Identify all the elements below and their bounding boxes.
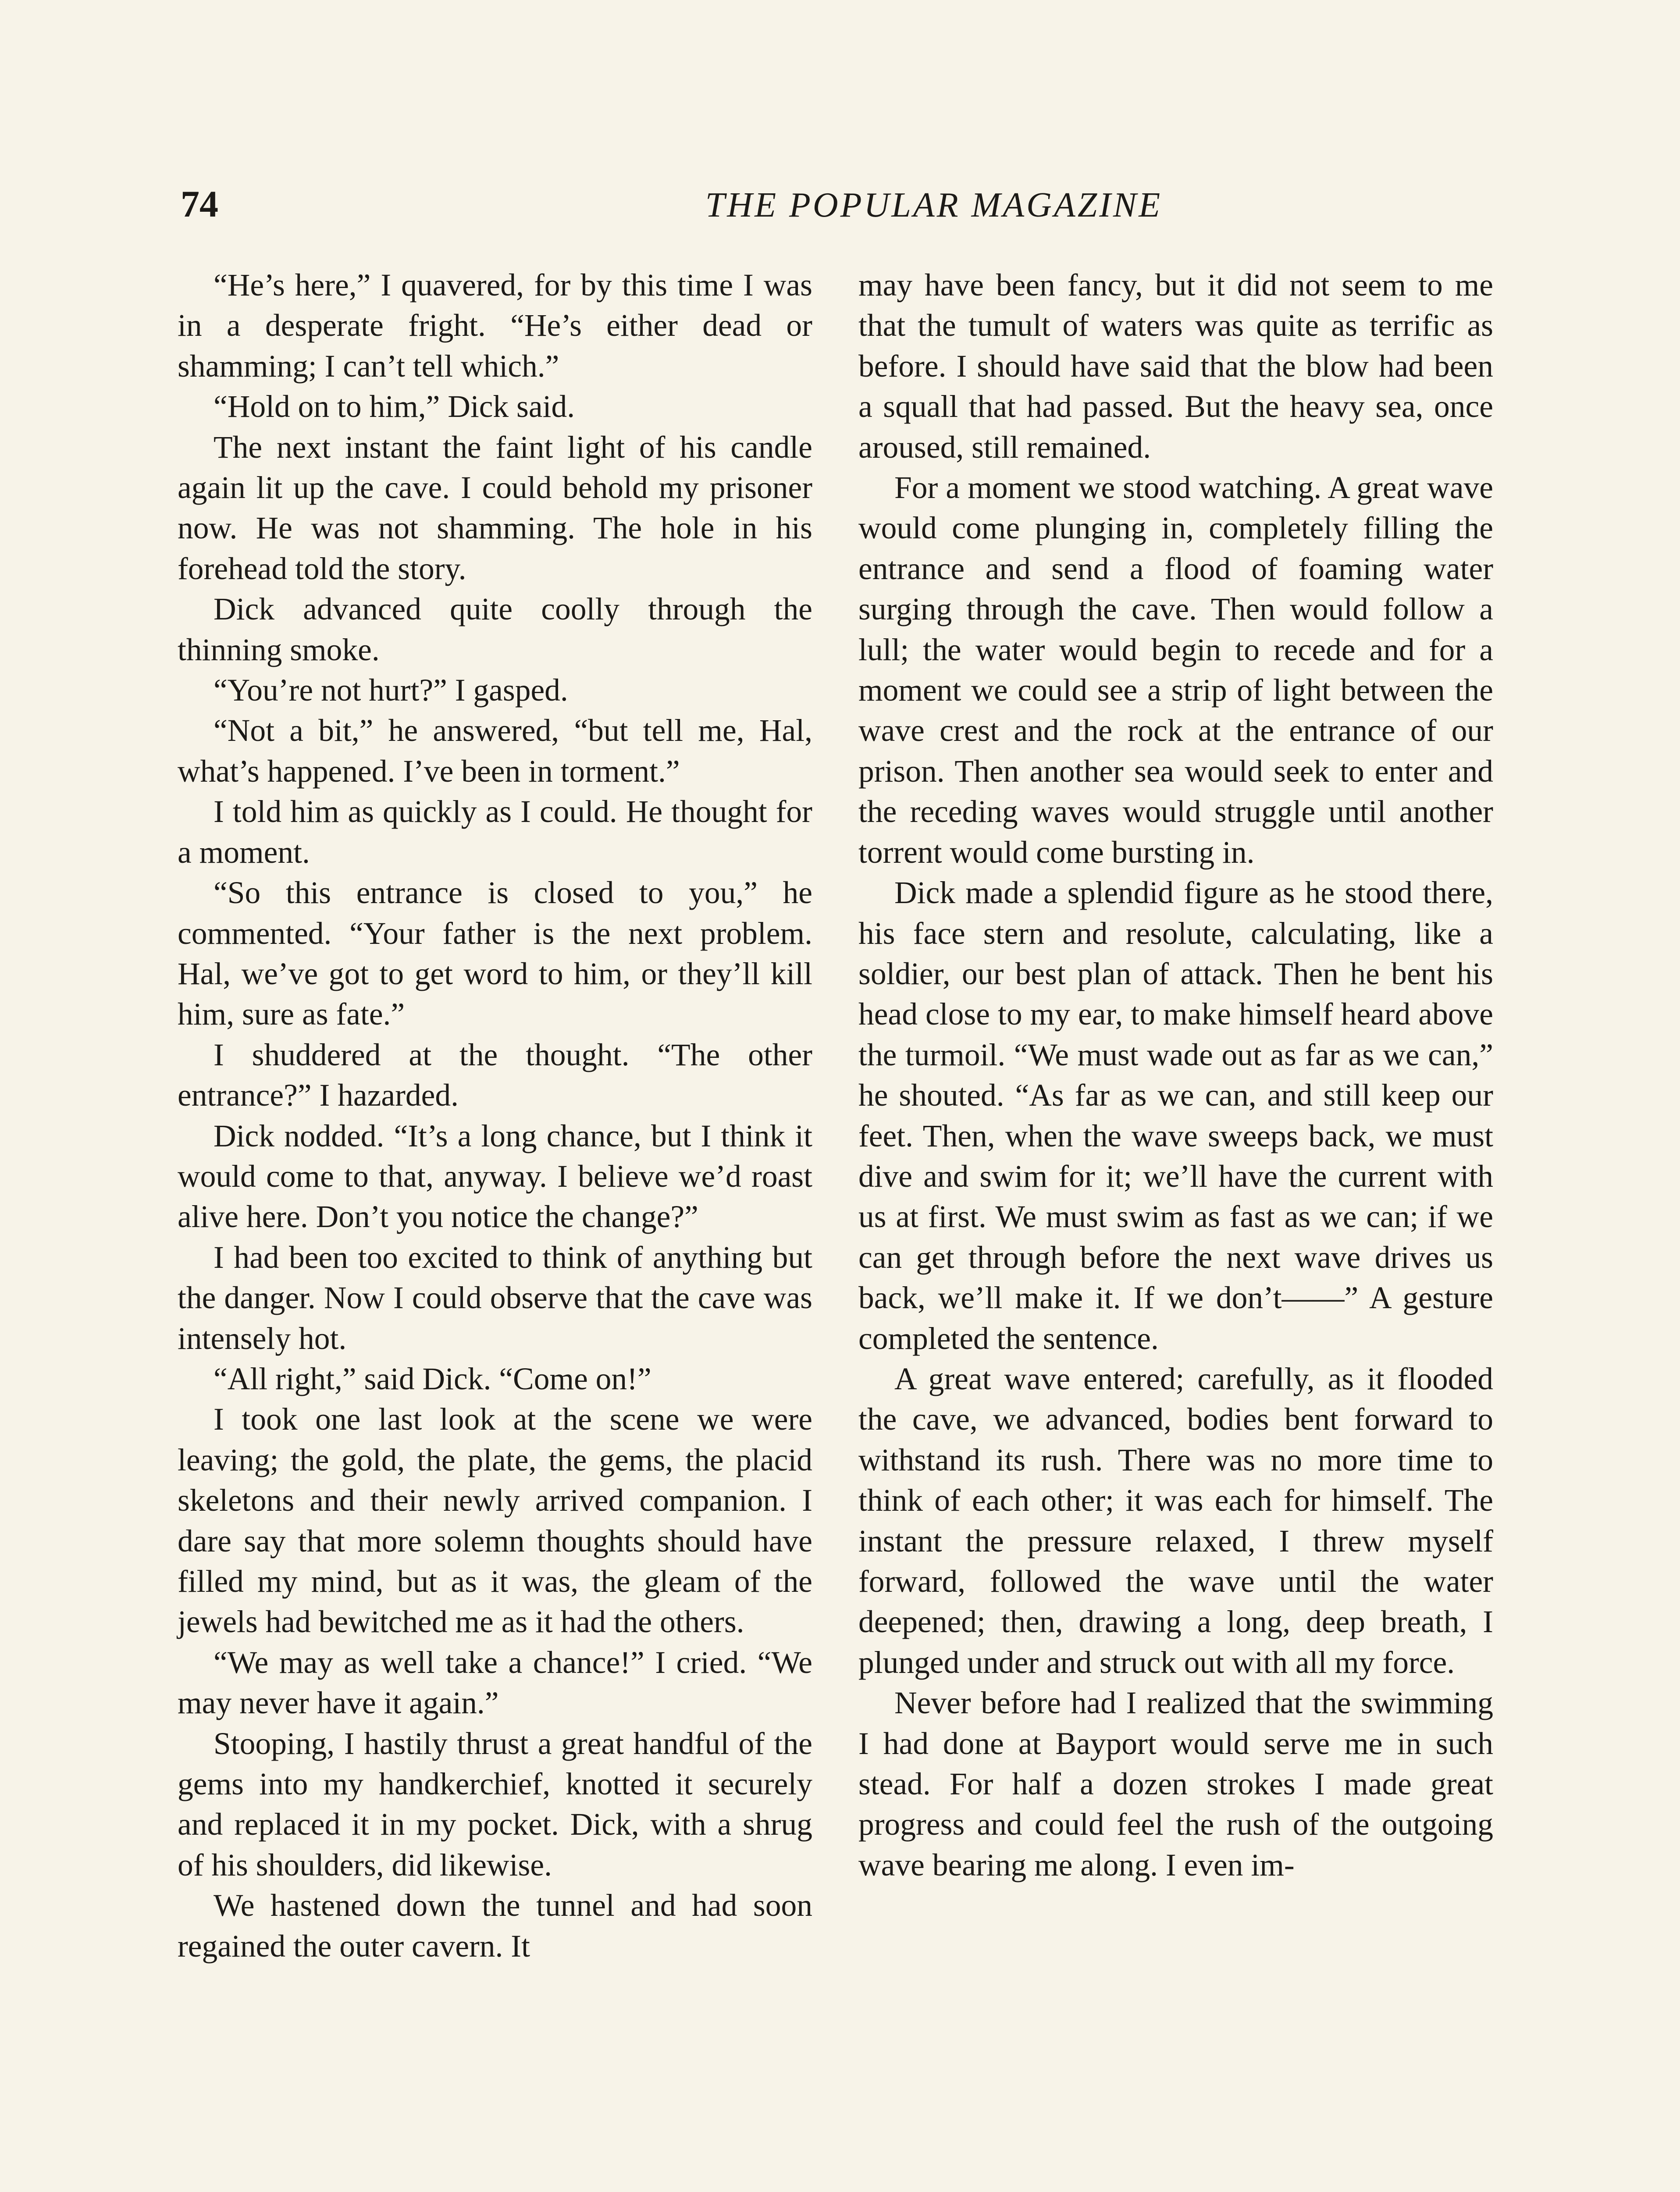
paragraph: Stooping, I hastily thrust a great handful of the gems into my handkerchief, knotted it securely and replaced it in my pocket. Dick, with a shrug of his shoulders, did likewise. [178, 1726, 812, 1882]
paragraph: I took one last look at the scene we were leaving; the gold, the plate, the gems, the placid skeletons and their newly arrived companion. I dare say that more solemn thoughts should have filled my mind, but as it was, the gleam of the jewels had bewitched me as it had the others. [178, 1402, 812, 1640]
paragraph: may have been fancy, but it did not seem to me that the tumult of waters was quite as terrific as before. I should have said that the blow had been a squall that had passed. But the heavy sea, once aroused, still remained. [858, 268, 1493, 465]
paragraph: We hastened down the tunnel and had soon regained the outer cavern. It [178, 1888, 812, 1964]
paragraph: “He’s here,” I quavered, for by this time I was in a desperate fright. “He’s either dead or shamming; I can’t tell which.” [178, 268, 812, 384]
paragraph: Dick advanced quite coolly through the thinning smoke. [178, 592, 812, 667]
paragraph: Dick nodded. “It’s a long chance, but I think it would come to that, anyway. I believe we’d roast alive here. Don’t you notice the change?” [178, 1118, 812, 1235]
paragraph: I shuddered at the thought. “The other entrance?” I hazarded. [178, 1037, 812, 1113]
paragraph: For a moment we stood watching. A great wave would come plunging in, completely filling the entrance and send a flood of foaming water surging through the cave. Then would follow a lull; the water would begin to recede and for a moment we could see a strip of light between the wave crest and the rock at the entrance of our prison. Then another sea would seek to enter and the receding waves would struggle until another torrent would come bursting in. [858, 470, 1493, 870]
paragraph: “All right,” said Dick. “Come on!” [214, 1361, 651, 1396]
right-column [858, 265, 1493, 1886]
paragraph: The next instant the faint light of his candle again lit up the cave. I could behold my prisoner now. He was not shamming. The hole in his forehead told the story. [178, 430, 812, 586]
paragraph: “You’re not hurt?” I gasped. [214, 673, 568, 708]
paragraph: A great wave entered; carefully, as it flooded the cave, we advanced, bodies bent forward to withstand its rush. There was no more time to think of each other; it was each for himself. The instant the pressure relaxed, I threw myself forward, followed the wave until the water deepened; then, drawing a long, deep breath, I plunged under and struck out with all my force. [858, 1361, 1493, 1680]
running-head: THE POPULAR MAGAZINE [705, 186, 1163, 224]
paragraph: “Hold on to him,” Dick said. [214, 389, 575, 424]
paragraph: “So this entrance is closed to you,” he commented. “Your father is the next problem. Hal, we’ve got to get word to him, or they’ll kill him, sure as fate.” [178, 875, 812, 1032]
left-column [178, 265, 812, 1967]
paragraph: I told him as quickly as I could. He thought for a moment. [178, 794, 812, 870]
paragraph: Dick made a splendid figure as he stood there, his face stern and resolute, calculating, like a soldier, our best plan of attack. Then he bent his head close to my ear, to make himself heard above the turmoil. “We must wade out as far as we can,” he shouted. “As far as we can, and still keep our feet. Then, when the wave sweeps back, we must dive and swim for it; we’ll have the current with us at first. We must swim as fast as we can; if we can get through before the next wave drives us back, we’ll make it. If we don’t——” A gesture completed the sentence. [858, 875, 1493, 1356]
page-number: 74 [181, 183, 218, 225]
paragraph: I had been too excited to think of anything but the danger. Now I could observe that the cave was intensely hot. [178, 1240, 812, 1356]
paragraph: “Not a bit,” he answered, “but tell me, Hal, what’s happened. I’ve been in torment.” [178, 713, 812, 789]
paragraph: Never before had I realized that the swimming I had done at Bayport would serve me in such stead. For half a dozen strokes I made great progress and could feel the rush of the outgoing wave bearing me along. I even im- [858, 1686, 1493, 1882]
paragraph: “We may as well take a chance!” I cried. “We may never have it again.” [178, 1645, 812, 1721]
